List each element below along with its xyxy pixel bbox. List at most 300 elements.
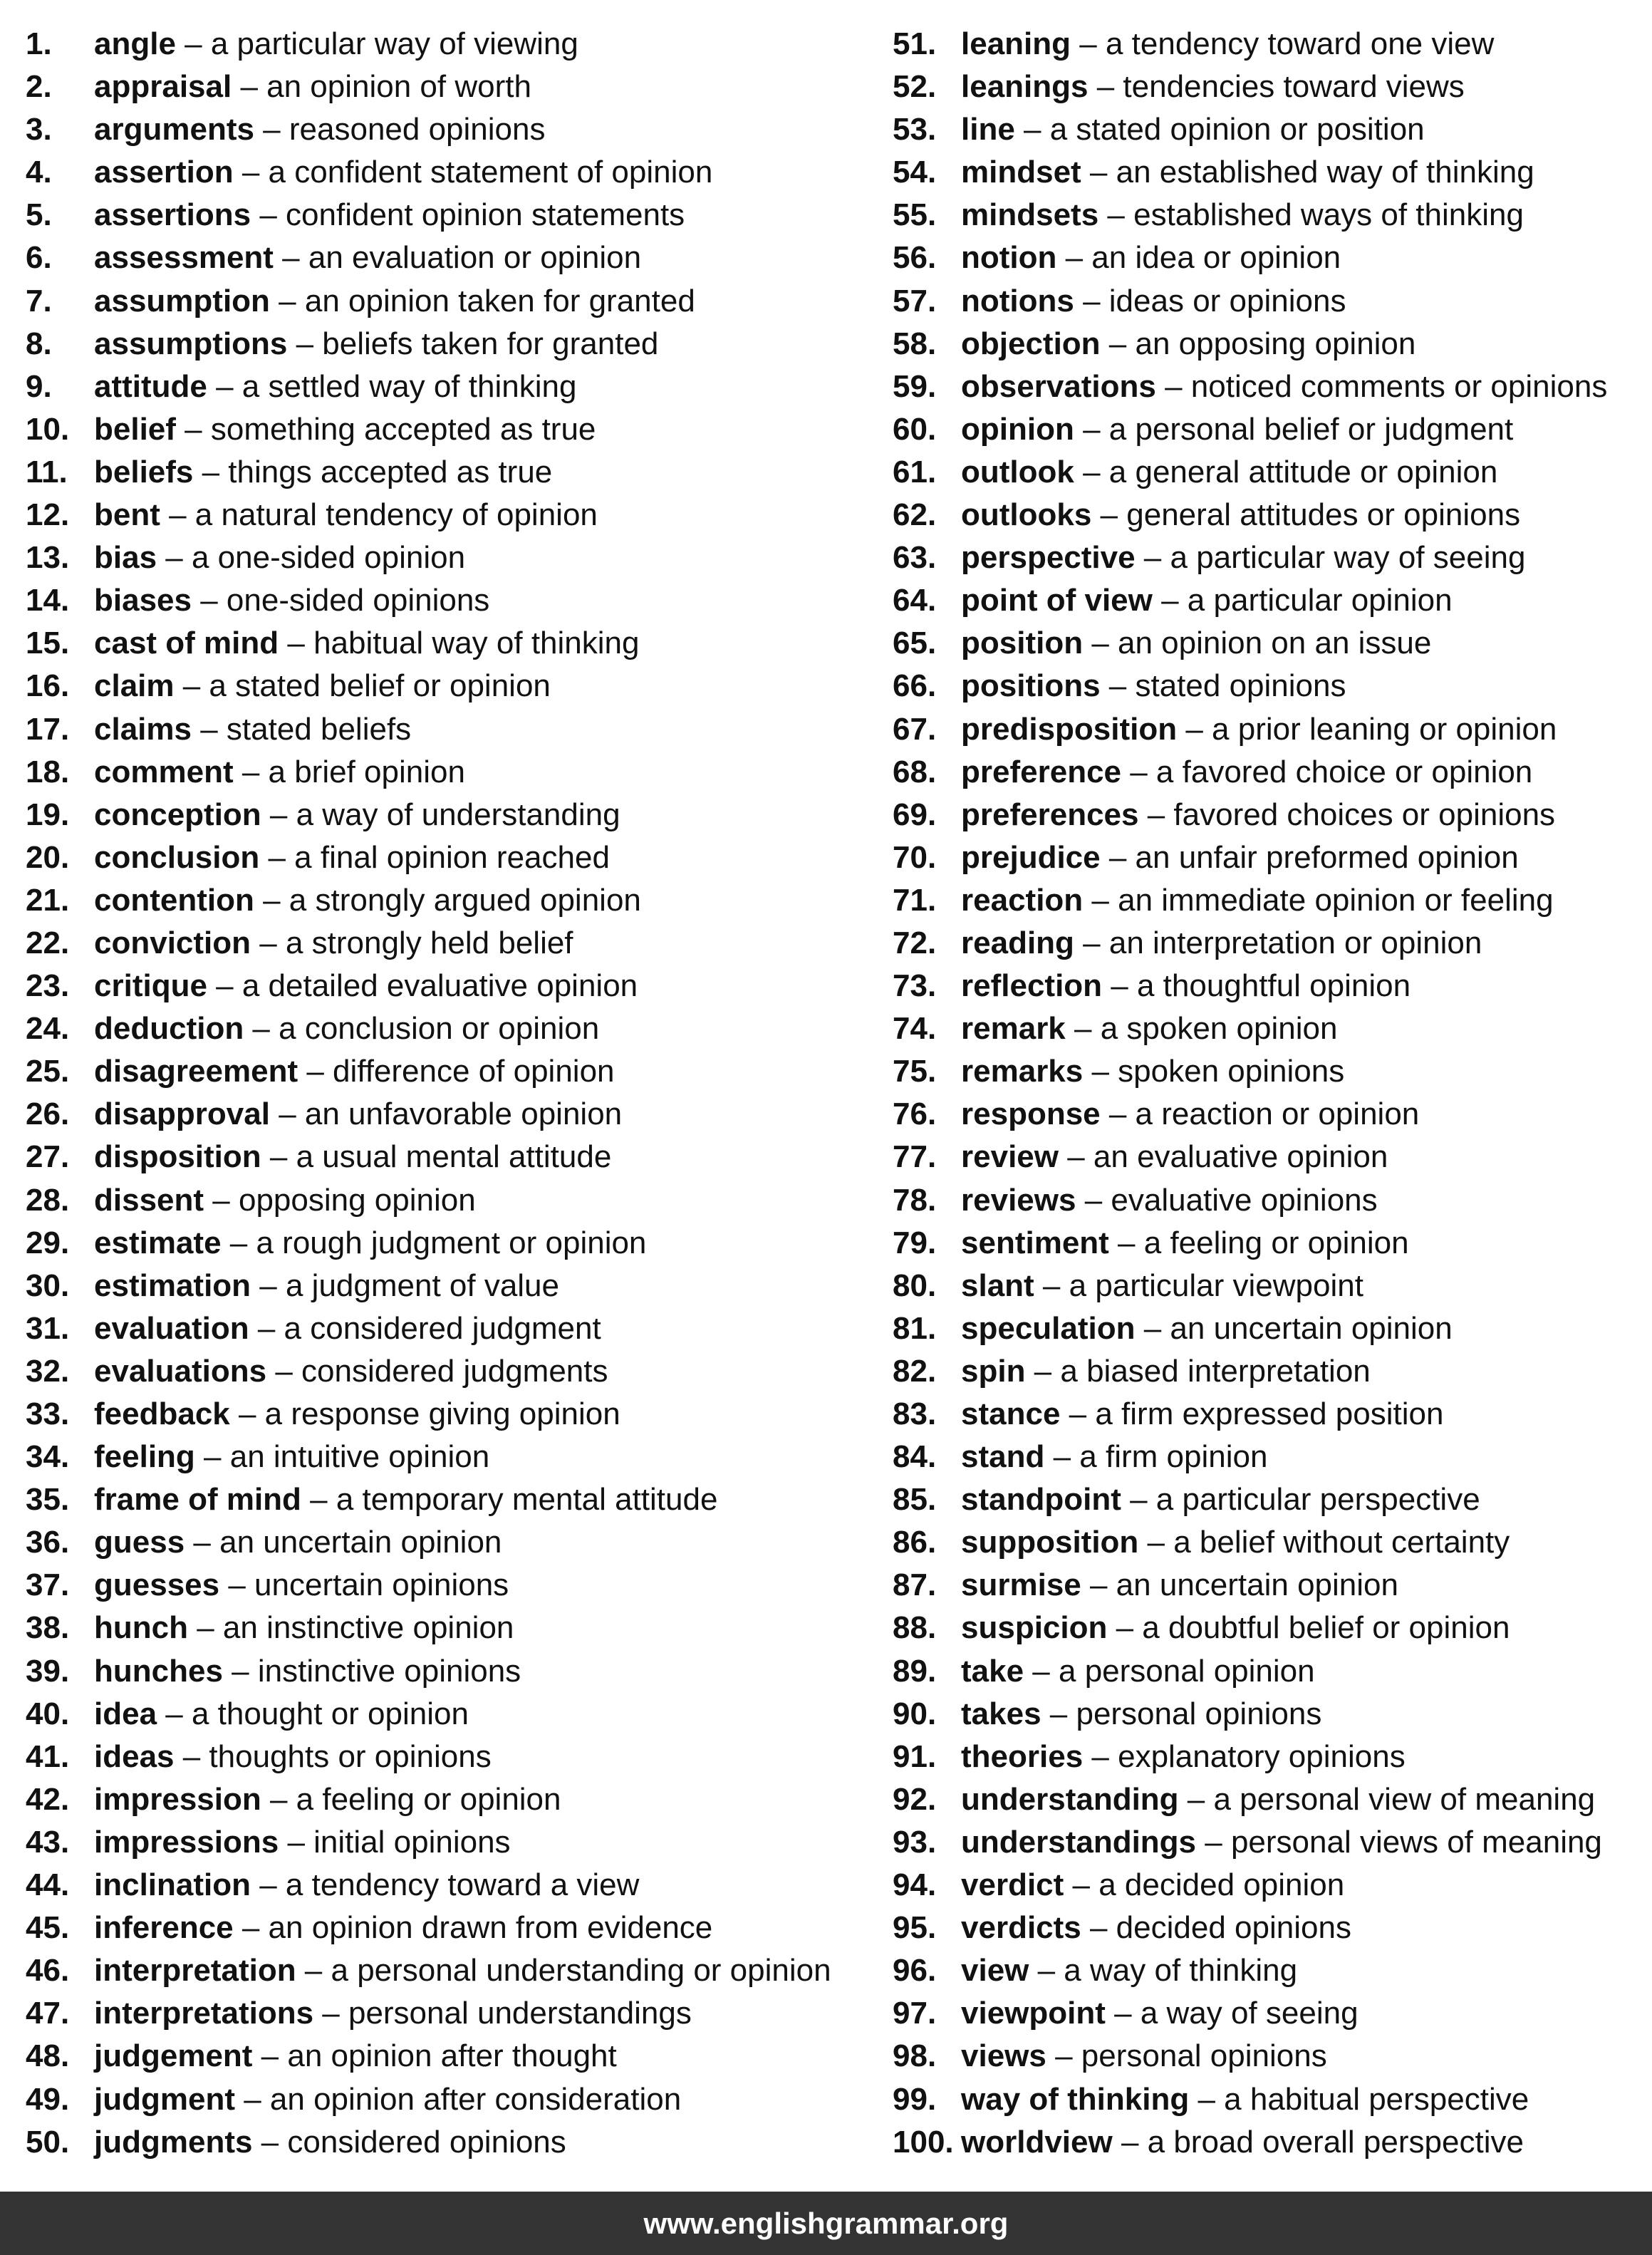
item-definition: – established ways of thinking — [1098, 197, 1524, 233]
list-item — [26, 1393, 866, 1436]
list-item — [893, 1222, 1652, 1265]
item-definition: – spoken opinions — [1083, 1054, 1345, 1089]
item-number: 14. — [26, 583, 70, 618]
item-definition: – a way of understanding — [261, 797, 620, 832]
item-number: 86. — [893, 1525, 937, 1560]
item-number: 31. — [26, 1310, 70, 1346]
item-number: 35. — [26, 1482, 70, 1518]
item-definition: – a belief without certainty — [1138, 1525, 1510, 1560]
item-term: take — [961, 1653, 1024, 1689]
item-number: 29. — [26, 1225, 70, 1260]
list-item — [26, 1564, 866, 1607]
item-term: assessment — [94, 240, 274, 276]
item-term: ideas — [94, 1738, 175, 1774]
item-term: inclination — [94, 1867, 251, 1903]
item-term: evaluation — [94, 1310, 249, 1346]
list-item — [893, 494, 1652, 536]
item-term: outlook — [961, 454, 1074, 489]
list-item — [26, 1736, 866, 1778]
item-term: way of thinking — [961, 2081, 1190, 2117]
item-definition: – a strongly argued opinion — [254, 882, 641, 918]
item-term: sentiment — [961, 1225, 1109, 1260]
item-definition: – a tendency toward one view — [1071, 26, 1495, 61]
item-number: 70. — [893, 839, 937, 875]
item-number: 66. — [893, 668, 937, 704]
item-term: guesses — [94, 1567, 220, 1603]
item-definition: – instinctive opinions — [222, 1653, 521, 1689]
item-term: supposition — [961, 1525, 1139, 1560]
item-definition: – a settled way of thinking — [207, 368, 577, 404]
item-term: reviews — [961, 1182, 1076, 1218]
list-item — [893, 66, 1652, 108]
item-definition: – a rough judgment or opinion — [221, 1225, 647, 1260]
item-definition: – a prior leaning or opinion — [1177, 711, 1557, 747]
item-number: 87. — [893, 1567, 937, 1603]
item-number: 75. — [893, 1054, 937, 1089]
item-number: 84. — [893, 1439, 937, 1475]
item-definition: – considered judgments — [266, 1353, 608, 1389]
list-item — [893, 1864, 1652, 1907]
item-definition: – a tendency toward a view — [251, 1867, 640, 1903]
list-item — [893, 237, 1652, 279]
item-term: spin — [961, 1353, 1026, 1389]
item-term: stance — [961, 1396, 1061, 1431]
item-definition: – a firm opinion — [1044, 1439, 1268, 1475]
item-term: contention — [94, 882, 254, 918]
item-term: mindsets — [961, 197, 1099, 233]
list-item — [26, 1521, 866, 1564]
list-item — [26, 579, 866, 622]
list-item — [893, 1007, 1652, 1050]
item-number: 16. — [26, 668, 70, 704]
item-number: 43. — [26, 1824, 70, 1860]
item-term: standpoint — [961, 1482, 1121, 1518]
item-number: 56. — [893, 240, 937, 276]
item-definition: – favored choices or opinions — [1138, 797, 1556, 832]
item-definition: – a personal belief or judgment — [1074, 411, 1514, 447]
list-item — [26, 1778, 866, 1821]
item-number: 21. — [26, 882, 70, 918]
list-item — [893, 794, 1652, 836]
item-definition: – habitual way of thinking — [279, 626, 640, 661]
item-number: 45. — [26, 1910, 70, 1946]
list-item — [893, 922, 1652, 965]
list-item — [893, 579, 1652, 622]
item-number: 36. — [26, 1525, 70, 1560]
list-item — [26, 23, 866, 66]
list-item — [26, 1949, 866, 1992]
item-definition: – a general attitude or opinion — [1074, 454, 1498, 489]
item-number: 71. — [893, 882, 937, 918]
item-term: disapproval — [94, 1097, 270, 1132]
item-number: 46. — [26, 1953, 70, 1989]
item-number: 80. — [893, 1268, 937, 1303]
item-definition: – a spoken opinion — [1065, 1011, 1338, 1047]
item-number: 63. — [893, 540, 937, 576]
item-definition: – an uncertain opinion — [185, 1525, 502, 1560]
item-definition: – tendencies toward views — [1088, 69, 1465, 105]
list-item — [26, 665, 866, 707]
item-definition: – a doubtful belief or opinion — [1107, 1610, 1510, 1646]
item-term: feeling — [94, 1439, 195, 1475]
list-item — [26, 708, 866, 751]
item-term: reflection — [961, 968, 1103, 1004]
item-number: 72. — [893, 925, 937, 960]
item-number: 7. — [26, 283, 52, 318]
item-definition: – opposing opinion — [204, 1182, 476, 1218]
list-item — [893, 836, 1652, 879]
item-term: observations — [961, 368, 1156, 404]
item-number: 93. — [893, 1824, 937, 1860]
item-definition: – a way of thinking — [1029, 1953, 1298, 1989]
item-definition: – an opinion after consideration — [234, 2081, 682, 2117]
item-definition: – an uncertain opinion — [1135, 1310, 1453, 1346]
item-term: disagreement — [94, 1054, 298, 1089]
item-number: 48. — [26, 2038, 70, 2074]
item-term: comment — [94, 754, 234, 789]
item-definition: – an opinion drawn from evidence — [233, 1910, 713, 1946]
list-item — [893, 708, 1652, 751]
item-definition: – a judgment of value — [251, 1268, 559, 1303]
item-number: 8. — [26, 326, 52, 361]
item-term: speculation — [961, 1310, 1136, 1346]
item-number: 96. — [893, 1953, 937, 1989]
list-item — [26, 108, 866, 151]
item-term: mindset — [961, 155, 1081, 190]
list-item — [26, 66, 866, 108]
item-term: dissent — [94, 1182, 204, 1218]
list-item — [893, 1050, 1652, 1093]
item-number: 9. — [26, 368, 52, 404]
item-number: 42. — [26, 1781, 70, 1817]
item-term: takes — [961, 1696, 1041, 1731]
item-term: attitude — [94, 368, 207, 404]
item-term: opinion — [961, 411, 1074, 447]
list-item — [26, 323, 866, 366]
item-number: 58. — [893, 326, 937, 361]
item-term: predisposition — [961, 711, 1178, 747]
item-definition: – personal understandings — [313, 1996, 692, 2031]
item-number: 57. — [893, 283, 937, 318]
item-definition: – an interpretation or opinion — [1074, 925, 1482, 960]
item-term: position — [961, 626, 1084, 661]
item-term: response — [961, 1097, 1101, 1132]
item-definition: – evaluative opinions — [1076, 1182, 1378, 1218]
list-item — [26, 1050, 866, 1093]
list-item — [26, 451, 866, 494]
list-item — [26, 922, 866, 965]
item-number: 25. — [26, 1054, 70, 1089]
item-term: slant — [961, 1268, 1034, 1303]
list-item — [893, 2121, 1652, 2164]
item-term: bent — [94, 497, 160, 533]
list-item — [893, 1736, 1652, 1778]
list-item — [893, 1650, 1652, 1693]
item-definition: – a particular way of seeing — [1135, 540, 1526, 576]
list-item — [893, 879, 1652, 922]
list-item — [893, 1307, 1652, 1350]
item-definition: – a habitual perspective — [1189, 2081, 1529, 2117]
list-item — [26, 1007, 866, 1050]
list-item — [893, 1907, 1652, 1949]
item-definition: – a biased interpretation — [1025, 1353, 1371, 1389]
item-term: outlooks — [961, 497, 1092, 533]
item-number: 83. — [893, 1396, 937, 1431]
item-term: impression — [94, 1781, 261, 1817]
list-item — [893, 366, 1652, 408]
item-number: 28. — [26, 1182, 70, 1218]
item-term: deduction — [94, 1011, 244, 1047]
item-term: notion — [961, 240, 1057, 276]
item-term: claim — [94, 668, 175, 704]
item-number: 44. — [26, 1867, 70, 1903]
item-term: leanings — [961, 69, 1089, 105]
item-definition: – an opposing opinion — [1100, 326, 1416, 361]
list-item — [893, 2035, 1652, 2078]
item-term: prejudice — [961, 839, 1101, 875]
item-number: 89. — [893, 1653, 937, 1689]
item-term: conclusion — [94, 839, 260, 875]
item-definition: – decided opinions — [1081, 1910, 1351, 1946]
item-definition: – explanatory opinions — [1083, 1738, 1406, 1774]
item-number: 4. — [26, 155, 52, 190]
item-definition: – an opinion on an issue — [1083, 626, 1432, 661]
item-number: 27. — [26, 1139, 70, 1175]
item-number: 18. — [26, 754, 70, 789]
item-term: verdict — [961, 1867, 1064, 1903]
item-definition: – an instinctive opinion — [187, 1610, 514, 1646]
list-item — [893, 1821, 1652, 1864]
item-definition: – a final opinion reached — [259, 839, 610, 875]
item-number: 33. — [26, 1396, 70, 1431]
item-number: 39. — [26, 1653, 70, 1689]
list-item — [893, 108, 1652, 151]
item-definition: – a broad overall perspective — [1112, 2124, 1524, 2160]
item-number: 61. — [893, 454, 937, 489]
item-number: 38. — [26, 1610, 70, 1646]
item-term: estimation — [94, 1268, 251, 1303]
list-item — [26, 1864, 866, 1907]
list-item — [893, 965, 1652, 1007]
item-term: bias — [94, 540, 157, 576]
item-definition: – a one-sided opinion — [157, 540, 466, 576]
list-item — [893, 1393, 1652, 1436]
list-item — [26, 965, 866, 1007]
item-number: 24. — [26, 1011, 70, 1047]
item-number: 37. — [26, 1567, 70, 1603]
item-term: beliefs — [94, 454, 194, 489]
list-item — [893, 1350, 1652, 1393]
item-term: point of view — [961, 583, 1153, 618]
list-item — [26, 1307, 866, 1350]
footer-bar — [0, 2192, 1652, 2255]
word-list-column-left — [26, 23, 866, 2164]
item-definition: – beliefs taken for granted — [287, 326, 659, 361]
item-number: 47. — [26, 1996, 70, 2031]
item-definition: – a thoughtful opinion — [1102, 968, 1411, 1004]
item-term: hunches — [94, 1653, 223, 1689]
item-number: 64. — [893, 583, 937, 618]
item-definition: – a usual mental attitude — [261, 1139, 612, 1175]
item-definition: – a particular perspective — [1121, 1482, 1480, 1518]
item-term: idea — [94, 1696, 157, 1731]
list-item — [893, 1478, 1652, 1521]
item-number: 50. — [26, 2124, 70, 2160]
list-item — [26, 794, 866, 836]
item-number: 12. — [26, 497, 70, 533]
item-term: appraisal — [94, 69, 232, 105]
item-definition: – an opinion after thought — [252, 2038, 617, 2074]
item-definition: – a thought or opinion — [157, 1696, 469, 1731]
item-number: 41. — [26, 1738, 70, 1774]
item-definition: – an intuitive opinion — [194, 1439, 490, 1475]
list-item — [893, 1436, 1652, 1478]
list-item — [893, 536, 1652, 579]
item-definition: – a detailed evaluative opinion — [207, 968, 638, 1004]
item-definition: – an immediate opinion or feeling — [1083, 882, 1554, 918]
item-term: remarks — [961, 1054, 1084, 1089]
item-term: preference — [961, 754, 1122, 789]
list-item — [893, 665, 1652, 707]
list-item — [893, 751, 1652, 794]
list-item — [893, 1179, 1652, 1222]
list-item — [893, 1992, 1652, 2035]
item-definition: – things accepted as true — [193, 454, 553, 489]
item-definition: – a decided opinion — [1064, 1867, 1345, 1903]
item-number: 77. — [893, 1139, 937, 1175]
list-item — [893, 1136, 1652, 1178]
item-number: 79. — [893, 1225, 937, 1260]
item-number: 52. — [893, 69, 937, 105]
item-number: 68. — [893, 754, 937, 789]
item-number: 100. — [893, 2124, 954, 2160]
item-definition: – an evaluative opinion — [1058, 1139, 1388, 1175]
item-term: understanding — [961, 1781, 1179, 1817]
item-term: arguments — [94, 112, 254, 147]
item-definition: – personal views of meaning — [1196, 1824, 1602, 1860]
item-number: 92. — [893, 1781, 937, 1817]
item-number: 76. — [893, 1097, 937, 1132]
item-number: 73. — [893, 968, 937, 1004]
item-term: feedback — [94, 1396, 230, 1431]
list-item — [893, 1949, 1652, 1992]
item-number: 13. — [26, 540, 70, 576]
item-definition: – a confident statement of opinion — [233, 155, 713, 190]
item-definition: – a temporary mental attitude — [301, 1482, 718, 1518]
item-number: 11. — [26, 454, 68, 489]
item-definition: – general attitudes or opinions — [1091, 497, 1521, 533]
item-number: 53. — [893, 112, 937, 147]
list-item — [26, 1436, 866, 1478]
item-number: 23. — [26, 968, 70, 1004]
item-definition: – a reaction or opinion — [1100, 1097, 1420, 1132]
list-item — [26, 1350, 866, 1393]
item-number: 2. — [26, 69, 52, 105]
item-number: 20. — [26, 839, 70, 875]
list-item — [893, 1693, 1652, 1736]
item-definition: – considered opinions — [252, 2124, 566, 2160]
item-number: 69. — [893, 797, 937, 832]
list-item — [26, 151, 866, 194]
item-term: belief — [94, 411, 176, 447]
item-number: 98. — [893, 2038, 937, 2074]
list-item — [26, 366, 866, 408]
item-number: 81. — [893, 1310, 937, 1346]
list-item — [893, 23, 1652, 66]
list-item — [893, 151, 1652, 194]
list-item — [893, 1778, 1652, 1821]
item-number: 19. — [26, 797, 70, 832]
item-term: positions — [961, 668, 1101, 704]
item-term: assertions — [94, 197, 251, 233]
item-term: surmise — [961, 1567, 1081, 1603]
item-term: leaning — [961, 26, 1071, 61]
list-item — [26, 622, 866, 665]
item-number: 65. — [893, 626, 937, 661]
item-number: 5. — [26, 197, 52, 233]
list-item — [26, 280, 866, 323]
item-definition: – thoughts or opinions — [174, 1738, 492, 1774]
item-definition: – a considered judgment — [249, 1310, 601, 1346]
list-item — [893, 2078, 1652, 2121]
item-definition: – stated opinions — [1100, 668, 1346, 704]
list-item — [893, 622, 1652, 665]
item-definition: – ideas or opinions — [1074, 283, 1346, 318]
item-term: interpretation — [94, 1953, 296, 1989]
item-definition: – noticed comments or opinions — [1155, 368, 1608, 404]
item-number: 97. — [893, 1996, 937, 2031]
item-number: 85. — [893, 1482, 937, 1518]
item-term: hunch — [94, 1610, 188, 1646]
item-number: 62. — [893, 497, 937, 533]
item-definition: – an opinion of worth — [232, 69, 531, 105]
item-term: claims — [94, 711, 192, 747]
item-number: 94. — [893, 1867, 937, 1903]
list-item — [26, 751, 866, 794]
item-number: 49. — [26, 2081, 70, 2117]
item-term: preferences — [961, 797, 1139, 832]
item-term: cast of mind — [94, 626, 279, 661]
item-term: judgement — [94, 2038, 253, 2074]
list-item — [893, 1265, 1652, 1307]
item-definition: – a strongly held belief — [251, 925, 573, 960]
item-definition: – initial opinions — [279, 1824, 511, 1860]
item-term: assertion — [94, 155, 234, 190]
item-term: line — [961, 112, 1015, 147]
item-number: 15. — [26, 626, 70, 661]
footer-url[interactable]: www.englishgrammar.org — [643, 2206, 1009, 2240]
list-item — [26, 1650, 866, 1693]
item-number: 6. — [26, 240, 52, 276]
item-term: view — [961, 1953, 1029, 1989]
item-definition: – difference of opinion — [298, 1054, 615, 1089]
list-item — [893, 1521, 1652, 1564]
item-number: 30. — [26, 1268, 70, 1303]
item-definition: – an evaluation or opinion — [273, 240, 642, 276]
item-definition: – a particular way of viewing — [175, 26, 578, 61]
word-list — [0, 23, 1652, 2160]
item-term: angle — [94, 26, 176, 61]
item-term: reading — [961, 925, 1074, 960]
item-number: 88. — [893, 1610, 937, 1646]
item-definition: – an established way of thinking — [1081, 155, 1534, 190]
item-definition: – a particular viewpoint — [1034, 1268, 1363, 1303]
item-term: stand — [961, 1439, 1045, 1475]
list-item — [26, 1992, 866, 2035]
item-number: 60. — [893, 411, 937, 447]
list-item — [893, 194, 1652, 237]
list-item — [26, 1907, 866, 1949]
